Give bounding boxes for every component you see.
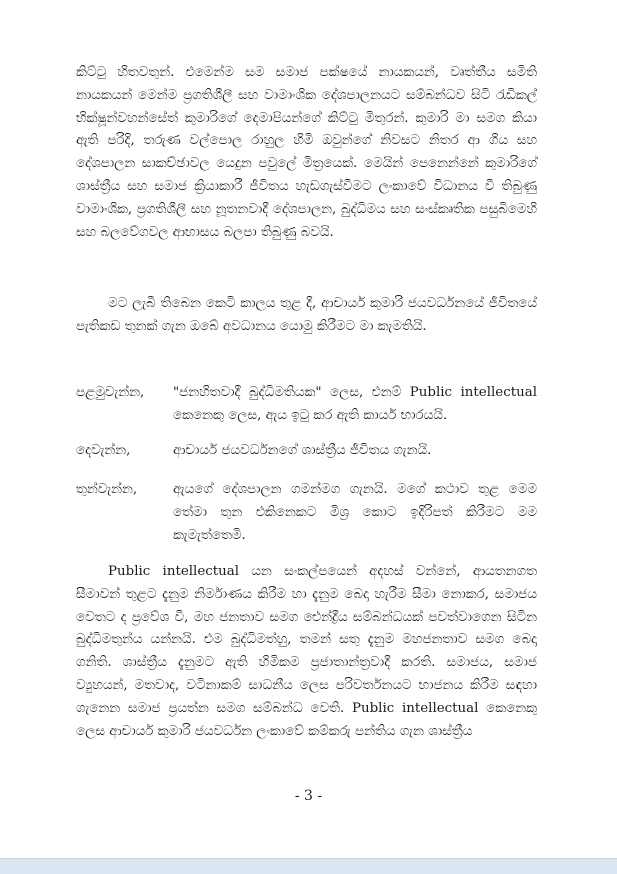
viewer-bottom-bar: [0, 858, 617, 874]
list-item-text: ඇයගේ දේශපාලන ගමන්මග ගැනයි. මගේ කථාව තුළ මෙම තේමා තුන එකිනෙකට මිශ්‍ර කොට ඉදිරිපත් කිරීමට මම කැමැත්තෙමි.: [173, 482, 537, 543]
list-item-text: "ජනහිතවාදී බුද්ධිමතියක" ලෙස, එනම් Public intellectual කෙනෙකු ලෙස, ඇය ඉටු කර ඇති කාර්ය භාරයයි.: [173, 385, 537, 423]
body-paragraph: මට ලැබී තිබෙන කෙටි කාලය තුළ දී, ආචාර්ය කුමාරි ජයවර්ධනයේ ජීවිතයේ පැතිකඩ තුනක් ගැන ඔබේ අවධානය යොමු කිරීමට මා කැමතියි.: [76, 296, 537, 334]
page-number: - 3 -: [294, 788, 323, 804]
body-paragraph: කිට්ටු හිතවතුන්. එමෙන්ම සම සමාජ පක්ෂයේ නායකයන්, වෘත්තීය සමිති නායකයන් මෙන්ම ප්‍රගතිශීලී සහ වාමාංශික දේශපාලනයට සම්බන්ධව සිටි රැඩිකල් භික්ෂූන්වහන්සේත් කුමාරිගේ දෙමාපියන්ගේ කිට්ටු මිතුරන්. කුමාරි මා සමග කියා ඇති පරිදි, තරුණ වල්පොල රාහුල හිමි ඔවුන්ගේ නිවසට නිතර ආ ගිය සහ දේශපාලන සාකච්ඡාවල යෙදුන පවුලේ මිත්‍රයෙක්. මෙයින් පෙනෙන්නේ කුමාරිගේ ශාස්ත්‍රීය සහ සමාජ ක්‍රියාකාරී ජීවිතය හැඩගැස්වීමට ලංකාවේ විධානය වී තිබුණු වාමාංශික, ප්‍රගතිශීලී සහ නූතනවාදී දේශපාලන, බුද්ධිමය සහ සංස්කෘතික පසුබිමෙහි සහ බලවේගවල ආභාසය බලපා තිබුණු බවයි.: [76, 65, 537, 240]
list-item-label: පළමුවැන්න,: [76, 385, 145, 400]
list-item-text: ආචාර්ය ජයවර්ධනගේ ශාස්ත්‍රීය ජීවිතය ගැනයි.: [173, 443, 432, 458]
body-paragraph: Public intellectual යන සංකල්පයෙන් අදහස් වන්නේ, ආයතනගත සීමාවන් තුළට දැනුම නිර්මාණය කිරීම හා දැනුම බෙදා හැරීම සීමා නොකර, සමාජය වෙතට ද ප්‍රවේශ වී, මහ ජනතාව සමග ඓන්ද්‍රීය සම්බන්ධයක් පවත්වාගෙන සිටින බුද්ධිමතුන්ය යන්නයි. එම බුද්ධිමත්හු, තමන් සතු දැනුම මහජනතාව සමග බෙදා ගනිති. ශාස්ත්‍රීය දැනුමට ඇති හිමිකම ප්‍රජාතාන්ත්‍රවාදී කරති. සමාජය, සමාජ ව්‍යුහයන්, මතවාද, වටිනාකම් සාධනීය ලෙස පරිවර්තනයට භාජනය කිරීම සඳහා ගැනෙන සමාජ ප්‍රයත්න සමග සම්බන්ධ වෙති. Public intellectual කෙනෙකු ලෙස ආචාර්ය කුමාරි ජයවර්ධන ලංකාවේ කම්කරු පන්තිය ගැන ශාස්ත්‍රීය: [76, 564, 537, 739]
list-item-label: තුන්වැන්න,: [76, 482, 138, 497]
list-item-label: දෙවැන්න,: [76, 443, 131, 458]
